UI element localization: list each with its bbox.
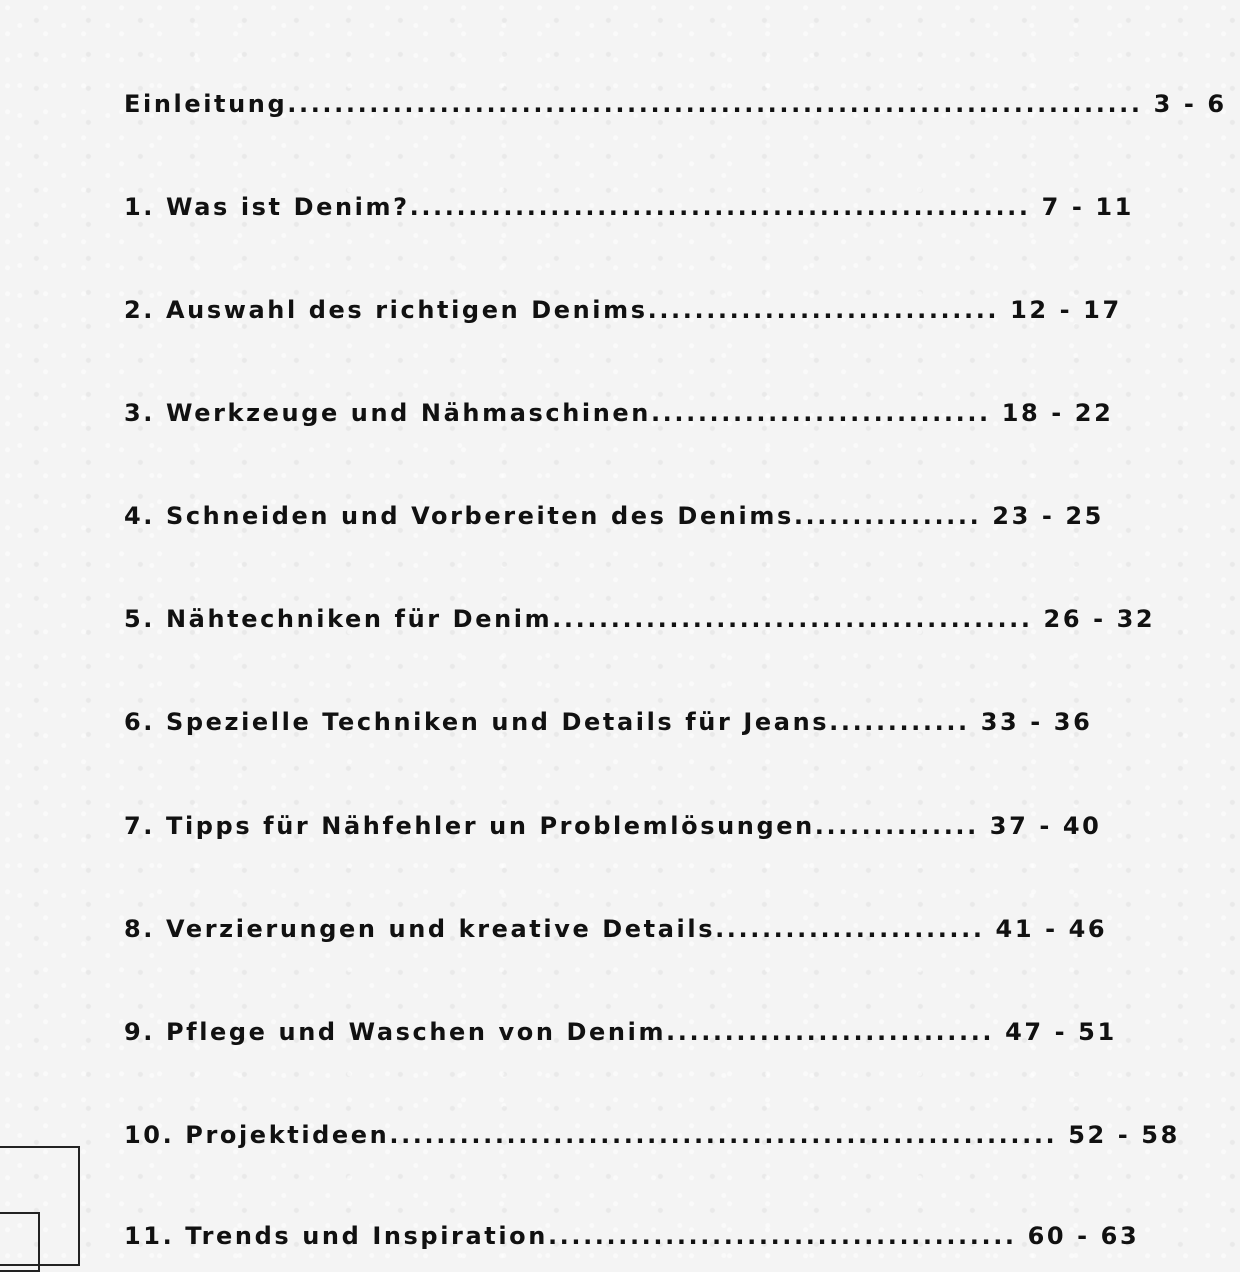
- toc-entry-introduction: Einleitung......................................................................... 3 - 6: [124, 90, 1227, 118]
- toc-entry-chapter-9: 9. Pflege und Waschen von Denim............................ 47 - 51: [124, 1018, 1117, 1046]
- toc-entry-chapter-4: 4. Schneiden und Vorbereiten des Denims................ 23 - 25: [124, 502, 1104, 530]
- toc-entry-chapter-6: 6. Spezielle Techniken und Details für Jeans............ 33 - 36: [124, 708, 1093, 736]
- toc-entry-chapter-1: 1. Was ist Denim?..................................................... 7 - 11: [124, 193, 1134, 221]
- toc-entry-chapter-11: 11. Trends und Inspiration........................................ 60 - 63: [124, 1222, 1140, 1250]
- toc-entry-chapter-2: 2. Auswahl des richtigen Denims.............................. 12 - 17: [124, 296, 1122, 324]
- toc-entry-chapter-10: 10. Projektideen......................................................... 52 - 58: [124, 1121, 1180, 1149]
- toc-entry-chapter-7: 7. Tipps für Nähfehler un Problemlösungen.............. 37 - 40: [124, 812, 1102, 840]
- toc-entry-chapter-8: 8. Verzierungen und kreative Details....................... 41 - 46: [124, 915, 1108, 943]
- decorative-frame-inner: [0, 1212, 40, 1272]
- toc-entry-chapter-3: 3. Werkzeuge und Nähmaschinen............................. 18 - 22: [124, 399, 1114, 427]
- toc-entry-chapter-5: 5. Nähtechniken für Denim......................................... 26 - 32: [124, 605, 1156, 633]
